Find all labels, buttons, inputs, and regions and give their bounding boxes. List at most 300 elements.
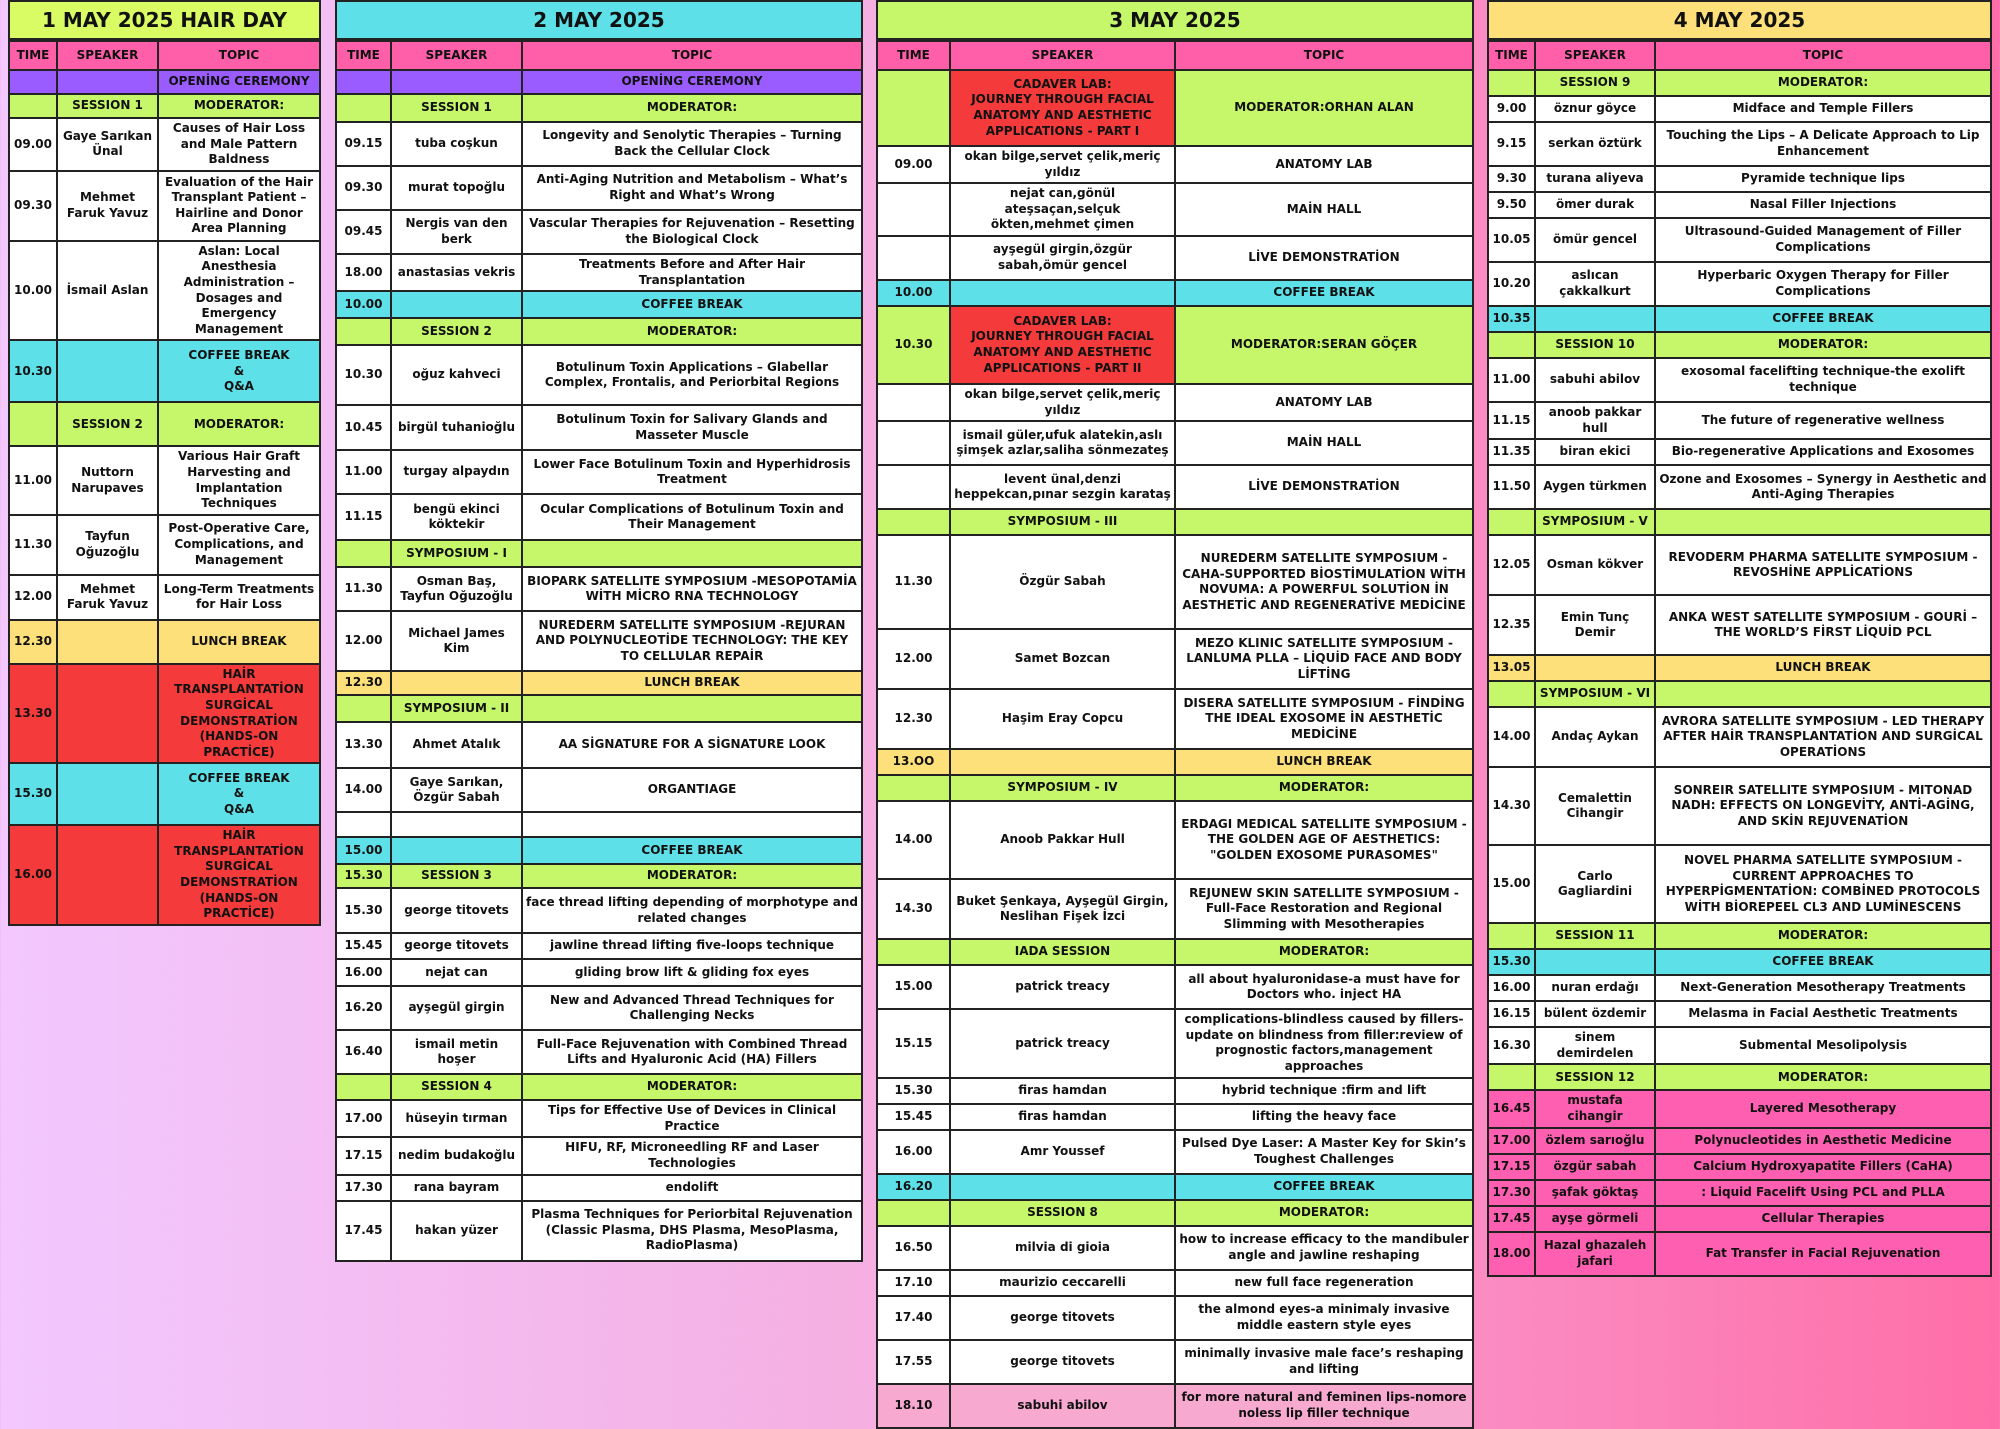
- time-cell: 17.15: [1488, 1154, 1535, 1180]
- speaker-cell: ömür gencel: [1535, 218, 1655, 262]
- speaker-cell: Hazal ghazaleh jafari: [1535, 1232, 1655, 1276]
- time-cell: 13.05: [1488, 655, 1535, 681]
- schedule-row: [877, 70, 1473, 146]
- time-cell: 09.00: [877, 146, 950, 183]
- speaker-cell: öznur göyce: [1535, 96, 1655, 122]
- column-header-row: [1488, 41, 1991, 70]
- speaker-cell: Osman Baş, Tayfun Oğuzoğlu: [391, 567, 522, 611]
- topic-cell: : Liquid Facelift Using PCL and PLLA: [1655, 1180, 1991, 1206]
- day-column-4: [1487, 0, 1992, 1277]
- speaker-cell: Aygen türkmen: [1535, 465, 1655, 509]
- column-header-row: [336, 41, 862, 70]
- time-cell: 11.30: [877, 535, 950, 629]
- speaker-cell: Gaye Sarıkan Ünal: [57, 118, 158, 171]
- speaker-cell: serkan öztürk: [1535, 122, 1655, 166]
- speaker-cell: IADA SESSION: [950, 939, 1175, 965]
- topic-cell: ANKA WEST SATELLITE SYMPOSIUM - GOURİ – THE WORLD’S FİRST LİQUİD PCL: [1655, 595, 1991, 655]
- time-cell: 14.30: [1488, 767, 1535, 845]
- schedule-row: [336, 722, 862, 768]
- schedule-row: [1488, 767, 1991, 845]
- schedule-row: [1488, 1027, 1991, 1064]
- schedule-row: [336, 1100, 862, 1137]
- speaker-cell: aslıcan çakkalkurt: [1535, 262, 1655, 306]
- schedule-row: [877, 1384, 1473, 1428]
- topic-cell: COFFEE BREAK: [522, 291, 862, 318]
- schedule-row: [1488, 262, 1991, 306]
- speaker-cell: anastasias vekris: [391, 254, 522, 291]
- time-cell: 15.30: [1488, 949, 1535, 975]
- topic-cell: [522, 812, 862, 837]
- topic-cell: Melasma in Facial Aesthetic Treatments: [1655, 1001, 1991, 1027]
- schedule-row: [336, 959, 862, 986]
- time-cell: 9.15: [1488, 122, 1535, 166]
- speaker-cell: Nergis van den berk: [391, 210, 522, 254]
- schedule-row: [1488, 595, 1991, 655]
- speaker-cell: SESSION 2: [57, 402, 158, 446]
- schedule-row: [9, 340, 320, 402]
- topic-cell: for more natural and feminen lips-nomore noless lip filler technique: [1175, 1384, 1473, 1428]
- speaker-cell: george titovets: [391, 888, 522, 933]
- speaker-cell: [391, 837, 522, 864]
- speaker-cell: Özgür Sabah: [950, 535, 1175, 629]
- topic-cell: Layered Mesotherapy: [1655, 1090, 1991, 1127]
- schedule-row: [1488, 1090, 1991, 1127]
- schedule-row: [9, 763, 320, 825]
- schedule-row: [336, 94, 862, 122]
- column-header-row: [9, 41, 320, 70]
- topic-cell: Pulsed Dye Laser: A Master Key for Skin’s Toughest Challenges: [1175, 1130, 1473, 1174]
- time-cell: [1488, 923, 1535, 949]
- speaker-cell: Amr Youssef: [950, 1130, 1175, 1174]
- speaker-cell: Andaç Aykan: [1535, 707, 1655, 767]
- topic-cell: COFFEE BREAK & Q&A: [158, 340, 320, 402]
- speaker-column-header: SPEAKER: [391, 41, 522, 70]
- time-cell: 10.45: [336, 405, 391, 450]
- time-cell: 12.05: [1488, 535, 1535, 595]
- schedule-row: [1488, 923, 1991, 949]
- schedule-row: [9, 446, 320, 514]
- time-cell: 11.30: [336, 567, 391, 611]
- schedule-table: [876, 40, 1474, 1429]
- time-cell: 14.00: [877, 801, 950, 879]
- schedule-row: [9, 515, 320, 575]
- time-cell: 13.30: [336, 722, 391, 768]
- speaker-cell: Buket Şenkaya, Ayşegül Girgin, Neslihan Fişek İzci: [950, 879, 1175, 939]
- schedule-row: [336, 494, 862, 540]
- time-cell: [877, 421, 950, 465]
- schedule-row: [877, 775, 1473, 801]
- topic-cell: MODERATOR:: [522, 1074, 862, 1100]
- time-cell: 09.45: [336, 210, 391, 254]
- speaker-cell: sinem demirdelen: [1535, 1027, 1655, 1064]
- speaker-cell: Ahmet Atalık: [391, 722, 522, 768]
- schedule-row: [1488, 1128, 1991, 1154]
- schedule-row: [1488, 122, 1991, 166]
- topic-cell: Ocular Complications of Botulinum Toxin and Their Management: [522, 494, 862, 540]
- schedule-row: [336, 166, 862, 210]
- topic-cell: Evaluation of the Hair Transplant Patient – Hairline and Donor Area Planning: [158, 171, 320, 241]
- time-cell: 9.30: [1488, 166, 1535, 192]
- topic-cell: MODERATOR:: [522, 94, 862, 122]
- topic-cell: complications-blindless caused by fillers-update on blindness from filler:review of prognostic factors,management approaches: [1175, 1009, 1473, 1077]
- topic-cell: Causes of Hair Loss and Male Pattern Baldness: [158, 118, 320, 171]
- schedule-row: [336, 122, 862, 166]
- speaker-cell: özlem sarıoğlu: [1535, 1128, 1655, 1154]
- schedule-row: [877, 1078, 1473, 1104]
- topic-cell: [522, 695, 862, 722]
- schedule-row: [877, 306, 1473, 384]
- time-cell: 17.00: [1488, 1128, 1535, 1154]
- schedule-row: [336, 254, 862, 291]
- speaker-cell: nejat can,gönül ateşsaçan,selçuk ökten,mehmet çimen: [950, 183, 1175, 236]
- schedule-row: [336, 671, 862, 695]
- time-cell: [877, 384, 950, 421]
- topic-cell: Vascular Therapies for Rejuvenation – Resetting the Biological Clock: [522, 210, 862, 254]
- topic-cell: Submental Mesolipolysis: [1655, 1027, 1991, 1064]
- speaker-cell: özgür sabah: [1535, 1154, 1655, 1180]
- schedule-row: [336, 812, 862, 837]
- time-cell: 18.00: [1488, 1232, 1535, 1276]
- time-cell: 15.30: [9, 763, 57, 825]
- topic-cell: Bio-regenerative Applications and Exosomes: [1655, 439, 1991, 465]
- topic-cell: Polynucleotides in Aesthetic Medicine: [1655, 1128, 1991, 1154]
- schedule-row: [336, 291, 862, 318]
- time-cell: [336, 695, 391, 722]
- time-cell: 14.30: [877, 879, 950, 939]
- speaker-cell: Haşim Eray Copcu: [950, 689, 1175, 749]
- schedule-table: [8, 40, 321, 926]
- topic-cell: NOVEL PHARMA SATELLITE SYMPOSIUM - CURRENT APPROACHES TO HYPERPİGMENTATİON: COMBİNED PROTOCOLS WİTH BİOREPEEL CL3 AND LUMİNESCENS: [1655, 845, 1991, 923]
- topic-cell: MODERATOR:: [1175, 1200, 1473, 1226]
- topic-cell: Botulinum Toxin Applications – Glabellar Complex, Frontalis, and Periorbital Regions: [522, 345, 862, 405]
- schedule-row: [336, 768, 862, 812]
- speaker-cell: Tayfun Oğuzoğlu: [57, 515, 158, 575]
- time-cell: 17.15: [336, 1137, 391, 1174]
- schedule-table: [1487, 40, 1992, 1277]
- schedule-row: [336, 210, 862, 254]
- topic-cell: COFFEE BREAK: [1655, 306, 1991, 332]
- topic-cell: Touching the Lips – A Delicate Approach to Lip Enhancement: [1655, 122, 1991, 166]
- schedule-row: [336, 933, 862, 959]
- topic-cell: MODERATOR:SERAN GÖÇER: [1175, 306, 1473, 384]
- speaker-column-header: SPEAKER: [950, 41, 1175, 70]
- schedule-row: [1488, 845, 1991, 923]
- time-cell: 15.00: [877, 965, 950, 1009]
- topic-cell: Longevity and Senolytic Therapies – Turning Back the Cellular Clock: [522, 122, 862, 166]
- time-cell: [877, 183, 950, 236]
- schedule-row: [336, 986, 862, 1030]
- time-cell: 13.OO: [877, 749, 950, 775]
- topic-cell: HIFU, RF, Microneedling RF and Laser Technologies: [522, 1137, 862, 1174]
- schedule-row: [1488, 509, 1991, 535]
- schedule-row: [336, 888, 862, 933]
- time-cell: [9, 94, 57, 118]
- time-cell: 16.45: [1488, 1090, 1535, 1127]
- speaker-cell: SYMPOSIUM - III: [950, 509, 1175, 535]
- topic-cell: Full-Face Rejuvenation with Combined Thread Lifts and Hyaluronic Acid (HA) Fillers: [522, 1030, 862, 1074]
- schedule-row: [1488, 1206, 1991, 1232]
- time-cell: 16.00: [877, 1130, 950, 1174]
- speaker-cell: [57, 70, 158, 94]
- schedule-row: [1488, 1064, 1991, 1090]
- schedule-row: [9, 171, 320, 241]
- speaker-cell: [391, 291, 522, 318]
- speaker-cell: mustafa cihangir: [1535, 1090, 1655, 1127]
- speaker-cell: Anoob Pakkar Hull: [950, 801, 1175, 879]
- topic-cell: Ultrasound-Guided Management of Filler Complications: [1655, 218, 1991, 262]
- schedule-row: [877, 689, 1473, 749]
- speaker-cell: nedim budakoğlu: [391, 1137, 522, 1174]
- schedule-row: [877, 535, 1473, 629]
- schedule-row: [1488, 1154, 1991, 1180]
- speaker-cell: SYMPOSIUM - VI: [1535, 681, 1655, 707]
- day-column-3: [876, 0, 1474, 1429]
- topic-cell: MODERATOR:: [522, 318, 862, 345]
- time-cell: 14.00: [1488, 707, 1535, 767]
- topic-cell: Hyperbaric Oxygen Therapy for Filler Complications: [1655, 262, 1991, 306]
- topic-cell: AVRORA SATELLITE SYMPOSIUM - LED THERAPY AFTER HAİR TRANSPLANTATİON AND SURGİCAL OPERATİONS: [1655, 707, 1991, 767]
- topic-cell: Anti-Aging Nutrition and Metabolism – What’s Right and What’s Wrong: [522, 166, 862, 210]
- speaker-cell: [57, 763, 158, 825]
- time-cell: [1488, 509, 1535, 535]
- time-cell: 16.00: [336, 959, 391, 986]
- schedule-row: [336, 837, 862, 864]
- time-cell: 16.20: [336, 986, 391, 1030]
- speaker-cell: ayşe görmeli: [1535, 1206, 1655, 1232]
- schedule-row: [336, 1137, 862, 1174]
- speaker-cell: [1535, 306, 1655, 332]
- time-cell: 16.40: [336, 1030, 391, 1074]
- speaker-cell: ayşegül girgin: [391, 986, 522, 1030]
- topic-column-header: TOPIC: [1655, 41, 1991, 70]
- topic-cell: Long-Term Treatments for Hair Loss: [158, 575, 320, 620]
- schedule-row: [1488, 402, 1991, 439]
- speaker-cell: [57, 664, 158, 764]
- topic-cell: REVODERM PHARMA SATELLITE SYMPOSIUM - REVOSHİNE APPLİCATİONS: [1655, 535, 1991, 595]
- speaker-cell: SESSION 12: [1535, 1064, 1655, 1090]
- schedule-row: [877, 965, 1473, 1009]
- speaker-cell: [391, 671, 522, 695]
- schedule-row: [336, 70, 862, 94]
- speaker-cell: [57, 620, 158, 664]
- time-cell: 09.00: [9, 118, 57, 171]
- speaker-cell: Cemalettin Cihangir: [1535, 767, 1655, 845]
- topic-cell: HAİR TRANSPLANTATİON SURGİCAL DEMONSTRATİON (HANDS-ON PRACTİCE): [158, 825, 320, 925]
- schedule-row: [1488, 166, 1991, 192]
- topic-cell: REJUNEW SKIN SATELLITE SYMPOSIUM - Full-Face Restoration and Regional Slimming with Mesotherapies: [1175, 879, 1473, 939]
- schedule-row: [877, 1104, 1473, 1130]
- schedule-row: [9, 664, 320, 764]
- time-column-header: TIME: [1488, 41, 1535, 70]
- topic-cell: LUNCH BREAK: [522, 671, 862, 695]
- topic-cell: Fat Transfer in Facial Rejuvenation: [1655, 1232, 1991, 1276]
- time-cell: [1488, 332, 1535, 358]
- topic-cell: Nasal Filler Injections: [1655, 192, 1991, 218]
- topic-cell: MODERATOR:: [1655, 923, 1991, 949]
- topic-column-header: TOPIC: [522, 41, 862, 70]
- speaker-cell: maurizio ceccarelli: [950, 1270, 1175, 1296]
- speaker-cell: CADAVER LAB: JOURNEY THROUGH FACIAL ANATOMY AND AESTHETIC APPLICATIONS - PART I: [950, 70, 1175, 146]
- schedule-row: [877, 1200, 1473, 1226]
- day-title: 1 MAY 2025 HAIR DAY: [8, 0, 321, 40]
- speaker-cell: oğuz kahveci: [391, 345, 522, 405]
- speaker-cell: milvia di gioia: [950, 1226, 1175, 1270]
- topic-column-header: TOPIC: [1175, 41, 1473, 70]
- time-cell: 12.30: [877, 689, 950, 749]
- time-cell: 11.15: [336, 494, 391, 540]
- topic-cell: COFFEE BREAK: [522, 837, 862, 864]
- time-cell: 15.45: [336, 933, 391, 959]
- topic-cell: gliding brow lift & gliding fox eyes: [522, 959, 862, 986]
- topic-cell: SONREIR SATELLITE SYMPOSIUM - MITONAD NADH: EFFECTS ON LONGEVİTY, ANTİ-AGİNG, AND SKİN REJUVENATİON: [1655, 767, 1991, 845]
- topic-cell: ANATOMY LAB: [1175, 146, 1473, 183]
- time-cell: 09.30: [9, 171, 57, 241]
- schedule-row: [877, 1226, 1473, 1270]
- speaker-cell: SESSION 8: [950, 1200, 1175, 1226]
- speaker-cell: Michael James Kim: [391, 611, 522, 671]
- time-cell: [336, 540, 391, 567]
- time-cell: 17.00: [336, 1100, 391, 1137]
- schedule-row: [877, 749, 1473, 775]
- speaker-cell: SESSION 11: [1535, 923, 1655, 949]
- speaker-cell: Emin Tunç Demir: [1535, 595, 1655, 655]
- speaker-cell: hüseyin tırman: [391, 1100, 522, 1137]
- topic-cell: [1655, 681, 1991, 707]
- time-cell: [877, 939, 950, 965]
- schedule-row: [877, 1340, 1473, 1384]
- schedule-row: [9, 70, 320, 94]
- time-cell: 11.30: [9, 515, 57, 575]
- topic-cell: exosomal facelifting technique-the exolift technique: [1655, 358, 1991, 402]
- speaker-cell: turana aliyeva: [1535, 166, 1655, 192]
- topic-cell: MODERATOR:: [1175, 939, 1473, 965]
- topic-cell: face thread lifting depending of morphotype and related changes: [522, 888, 862, 933]
- time-cell: 15.30: [336, 888, 391, 933]
- time-cell: 17.45: [1488, 1206, 1535, 1232]
- schedule-row: [336, 540, 862, 567]
- day-title: 2 MAY 2025: [335, 0, 863, 40]
- speaker-cell: bülent özdemir: [1535, 1001, 1655, 1027]
- time-cell: 11.50: [1488, 465, 1535, 509]
- time-cell: 10.20: [1488, 262, 1535, 306]
- speaker-cell: [950, 280, 1175, 306]
- speaker-cell: firas hamdan: [950, 1078, 1175, 1104]
- speaker-cell: okan bilge,servet çelik,meriç yıldız: [950, 146, 1175, 183]
- speaker-cell: ayşegül girgin,özgür sabah,ömür gencel: [950, 236, 1175, 280]
- speaker-cell: SESSION 2: [391, 318, 522, 345]
- time-cell: 10.00: [336, 291, 391, 318]
- schedule-row: [1488, 975, 1991, 1001]
- time-cell: [336, 318, 391, 345]
- speaker-cell: SYMPOSIUM - V: [1535, 509, 1655, 535]
- topic-cell: NUREDERM SATELLITE SYMPOSIUM - CAHA-SUPPORTED BİOSTİMULATİON WİTH NOVUMA: A POWERFUL SOLUTİON İN AESTHETİC AND REGENERATİVE MEDİCİNE: [1175, 535, 1473, 629]
- time-cell: 11.00: [9, 446, 57, 514]
- speaker-cell: Gaye Sarıkan, Özgür Sabah: [391, 768, 522, 812]
- topic-cell: COFFEE BREAK: [1175, 1174, 1473, 1200]
- speaker-cell: Mehmet Faruk Yavuz: [57, 575, 158, 620]
- time-cell: 09.30: [336, 166, 391, 210]
- speaker-cell: birgül tuhanioğlu: [391, 405, 522, 450]
- time-cell: 18.10: [877, 1384, 950, 1428]
- topic-cell: MODERATOR:: [1655, 332, 1991, 358]
- topic-cell: Lower Face Botulinum Toxin and Hyperhidrosis Treatment: [522, 450, 862, 494]
- speaker-column-header: SPEAKER: [57, 41, 158, 70]
- schedule-row: [9, 575, 320, 620]
- topic-cell: Ozone and Exosomes – Synergy in Aesthetic and Anti-Aging Therapies: [1655, 465, 1991, 509]
- time-cell: [336, 1074, 391, 1100]
- topic-cell: COFFEE BREAK: [1175, 280, 1473, 306]
- speaker-cell: [391, 812, 522, 837]
- topic-cell: [1175, 509, 1473, 535]
- speaker-column-header: SPEAKER: [1535, 41, 1655, 70]
- day-column-2: [335, 0, 863, 1262]
- time-column-header: TIME: [336, 41, 391, 70]
- topic-cell: Next-Generation Mesotherapy Treatments: [1655, 975, 1991, 1001]
- time-cell: 12.00: [9, 575, 57, 620]
- topic-cell: Aslan: Local Anesthesia Administration – Dosages and Emergency Management: [158, 241, 320, 341]
- topic-cell: how to increase efficacy to the mandibuler angle and jawline reshaping: [1175, 1226, 1473, 1270]
- speaker-cell: [950, 1174, 1175, 1200]
- speaker-cell: Mehmet Faruk Yavuz: [57, 171, 158, 241]
- schedule-row: [336, 1201, 862, 1261]
- topic-cell: Tips for Effective Use of Devices in Clinical Practice: [522, 1100, 862, 1137]
- time-cell: 13.30: [9, 664, 57, 764]
- schedule-row: [877, 509, 1473, 535]
- speaker-cell: bengü ekinci köktekir: [391, 494, 522, 540]
- schedule-row: [1488, 218, 1991, 262]
- topic-cell: MODERATOR:: [158, 402, 320, 446]
- time-cell: 12.35: [1488, 595, 1535, 655]
- schedule-row: [877, 384, 1473, 421]
- time-cell: [1488, 681, 1535, 707]
- schedule-row: [1488, 439, 1991, 465]
- schedule-row: [336, 1030, 862, 1074]
- speaker-cell: SESSION 3: [391, 864, 522, 888]
- topic-cell: all about hyaluronidase-a must have for Doctors who. inject HA: [1175, 965, 1473, 1009]
- topic-cell: ERDAGI MEDICAL SATELLITE SYMPOSIUM - THE GOLDEN AGE OF AESTHETICS: "GOLDEN EXOSOME PURASOMES": [1175, 801, 1473, 879]
- speaker-cell: george titovets: [391, 933, 522, 959]
- time-cell: [336, 812, 391, 837]
- topic-cell: OPENİNG CEREMONY: [158, 70, 320, 94]
- schedule-row: [9, 402, 320, 446]
- time-cell: 16.50: [877, 1226, 950, 1270]
- topic-cell: MODERATOR:: [1655, 1064, 1991, 1090]
- time-cell: [877, 775, 950, 801]
- topic-cell: new full face regeneration: [1175, 1270, 1473, 1296]
- speaker-cell: firas hamdan: [950, 1104, 1175, 1130]
- speaker-cell: [57, 825, 158, 925]
- topic-cell: Post-Operative Care, Complications, and Management: [158, 515, 320, 575]
- speaker-cell: anoob pakkar hull: [1535, 402, 1655, 439]
- topic-cell: New and Advanced Thread Techniques for Challenging Necks: [522, 986, 862, 1030]
- speaker-cell: SESSION 4: [391, 1074, 522, 1100]
- topic-cell: ANATOMY LAB: [1175, 384, 1473, 421]
- time-cell: 17.10: [877, 1270, 950, 1296]
- schedule-row: [1488, 465, 1991, 509]
- topic-cell: BIOPARK SATELLITE SYMPOSIUM -MESOPOTAMİA WİTH MİCRO RNA TECHNOLOGY: [522, 567, 862, 611]
- time-cell: 10.35: [1488, 306, 1535, 332]
- schedule-row: [1488, 192, 1991, 218]
- schedule-table: [335, 40, 863, 1262]
- topic-cell: Pyramide technique lips: [1655, 166, 1991, 192]
- day-title: 3 MAY 2025: [876, 0, 1474, 40]
- schedule-row: [1488, 96, 1991, 122]
- topic-cell: AA SİGNATURE FOR A SİGNATURE LOOK: [522, 722, 862, 768]
- schedule-row: [877, 1270, 1473, 1296]
- topic-cell: MEZO KLINIC SATELLITE SYMPOSIUM - LANLUMA PLLA – LİQUİD FACE AND BODY LİFTİNG: [1175, 629, 1473, 689]
- time-cell: [877, 236, 950, 280]
- time-cell: 9.50: [1488, 192, 1535, 218]
